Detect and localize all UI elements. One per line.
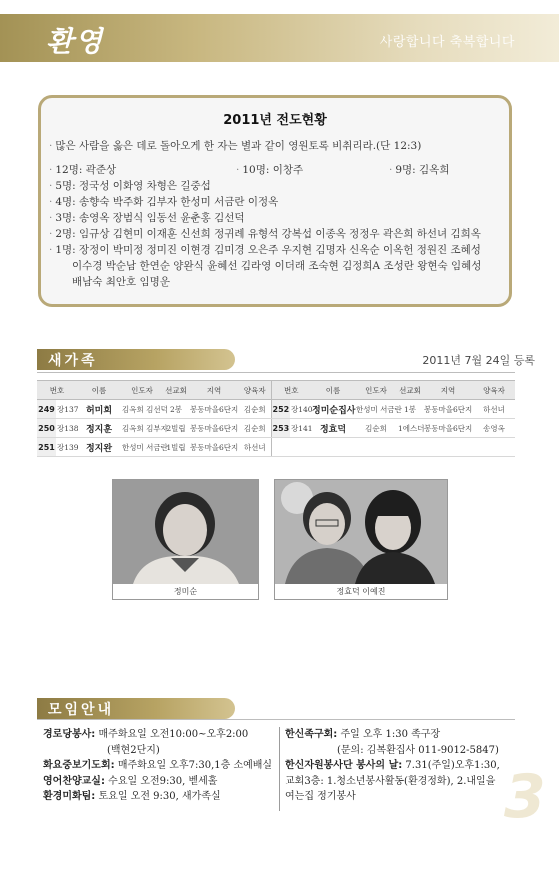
cell-name: 정미순집사 [311,400,355,419]
cell-mentor: 김순희 [239,400,271,419]
section-title-meetings: 모임안내 [48,702,115,718]
evangelism-box [38,95,512,307]
evangelism-9: · 9명: 김옥희 [389,164,450,176]
bible-verse: · 많은 사람을 옳은 데로 돌아오게 한 자는 별과 같이 영원토록 비취리라.(단 12:3) [49,140,422,152]
cell-empty [473,438,515,457]
cell-id: 장141 [290,419,311,438]
meeting-item: 화요중보기도회: 매주화요일 오후7:30,1층 소예배실 [43,760,273,771]
column-divider [279,727,280,811]
cell-mentor: 송영옥 [473,419,515,438]
evangelism-1: · 1명: 장정이 박미정 정미진 이현경 김미경 오은주 우지현 김명자 신옥순 이옥헌 정원진 조혜성 [49,244,481,256]
meeting-item: 한신자원봉사단 봉사의 날: 7.31(주일)오후1:30, [285,760,500,771]
meeting-item: 경로당봉사: 매주화요일 오전10:00~오후2:00 [43,729,249,740]
cell-name: 허미희 [77,400,121,419]
cell-empty [271,438,290,457]
col-header: 지역 [189,381,239,400]
cell-number: 249 [37,400,56,419]
col-header: 선교회 [163,381,189,400]
evangelism-2: · 2명: 임규상 김현미 이재훈 신선희 정귀례 유형석 강복섭 이종옥 정정우 곽은희 하선녀 김희옥 [49,228,481,240]
photo-frame [274,479,448,600]
cell-id: 장140 [290,400,311,419]
cell-region: 봉동마을6단지 [189,400,239,419]
cell-empty [355,438,397,457]
table-header-row [37,381,515,400]
section-rule [37,719,515,720]
cell-region: 봉동마을6단지 [189,419,239,438]
section-rule [37,372,515,373]
col-header: 선교회 [397,381,423,400]
col-header: 양육자 [239,381,271,400]
col-header: 인도자 [355,381,397,400]
page-subtitle: 사랑합니다 축복합니다 [379,35,515,50]
evangelism-5: · 5명: 정국성 이화영 차형은 길중섭 [49,180,211,192]
cell-name: 정지훈 [77,419,121,438]
new-family-table [37,380,515,457]
cell-mission: 1에스더 [397,419,423,438]
table-row [37,438,515,457]
meetings-left [43,727,272,805]
col-header: 이름 [311,381,355,400]
meeting-item: 영어찬양교실: 수요일 오전9:30, 벧세홀 [43,775,218,787]
cell-mentor: 하선녀 [239,438,271,457]
cell-empty [423,438,473,457]
meeting-item: (문의: 김복환집사 011-9012-5847) [337,744,499,756]
evangelism-1-cont2: 배남숙 최안호 임명운 [72,276,170,288]
page-title: 환영 [46,25,105,58]
cell-empty [397,438,423,457]
cell-guide: 한성미 서금란 [121,438,163,457]
evangelism-10: · 10명: 이창주 [236,164,304,176]
photo-frame [112,479,259,600]
col-header: 이름 [77,381,121,400]
cell-empty [311,438,355,457]
cell-number: 252 [271,400,290,419]
photo-caption: 정효덕 이예진 [336,587,386,596]
cell-mission: 2빌립 [163,419,189,438]
cell-mission: 2봉 [163,400,189,419]
meeting-item: 교회3층: 1.청소년봉사활동(환경정화), 2.내일을 [285,775,496,787]
meeting-item: 한신족구회: 주일 오후 1:30 족구장 [285,729,441,740]
col-header: 번호 [271,381,311,400]
cell-mission: 1빌립 [163,438,189,457]
cell-number: 250 [37,419,56,438]
meeting-item: (백현2단지) [107,744,160,756]
evangelism-4: · 4명: 송향숙 박주화 김부자 한성미 서금란 이정옥 [49,196,279,208]
meeting-item: 여는집 정기봉사 [285,791,356,802]
page-number: 3 [504,762,546,832]
photo-caption: 정미순 [173,587,198,596]
cell-mission: 1봉 [397,400,423,419]
cell-id: 장137 [56,400,77,419]
table-row [37,419,515,438]
cell-number: 251 [37,438,56,457]
cell-name: 정효덕 [311,419,355,438]
evangelism-12: · 12명: 곽준상 [49,164,117,176]
portrait-photo [275,480,447,584]
col-header: 번호 [37,381,77,400]
cell-guide: 김옥희 김부자 [121,419,163,438]
meetings-right [285,727,500,805]
cell-id: 장139 [56,438,77,457]
evangelism-title: 2011년 전도현황 [223,113,327,128]
cell-region: 봉동마을6단지 [423,419,473,438]
section-title-newfamily: 새가족 [48,353,98,369]
cell-guide: 한성미 서금란 [355,400,397,419]
cell-name: 정지완 [77,438,121,457]
table-row [37,400,515,419]
cell-number: 253 [271,419,290,438]
cell-region: 봉동마을6단지 [189,438,239,457]
cell-empty [290,438,311,457]
evangelism-1-cont: 이수경 박순남 한연순 양완식 윤혜선 김라영 이더래 조숙현 김정희A 조성란 왕현숙 임혜성 [72,260,482,272]
meeting-item: 환경미화팀: 토요일 오전 9:30, 새가족실 [43,791,221,802]
col-header: 지역 [423,381,473,400]
cell-region: 봉동마을6단지 [423,400,473,419]
cell-guide: 김옥희 김선덕 [121,400,163,419]
col-header: 양육자 [473,381,515,400]
cell-id: 장138 [56,419,77,438]
cell-guide: 김순희 [355,419,397,438]
cell-mentor: 김순희 [239,419,271,438]
portrait-photo [113,480,258,584]
evangelism-3: · 3명: 송영옥 장범식 임동선 윤춘홍 김선덕 [49,212,245,224]
cell-mentor: 하선녀 [473,400,515,419]
registration-date: 2011년 7월 24일 등록 [422,354,535,367]
col-header: 인도자 [121,381,163,400]
